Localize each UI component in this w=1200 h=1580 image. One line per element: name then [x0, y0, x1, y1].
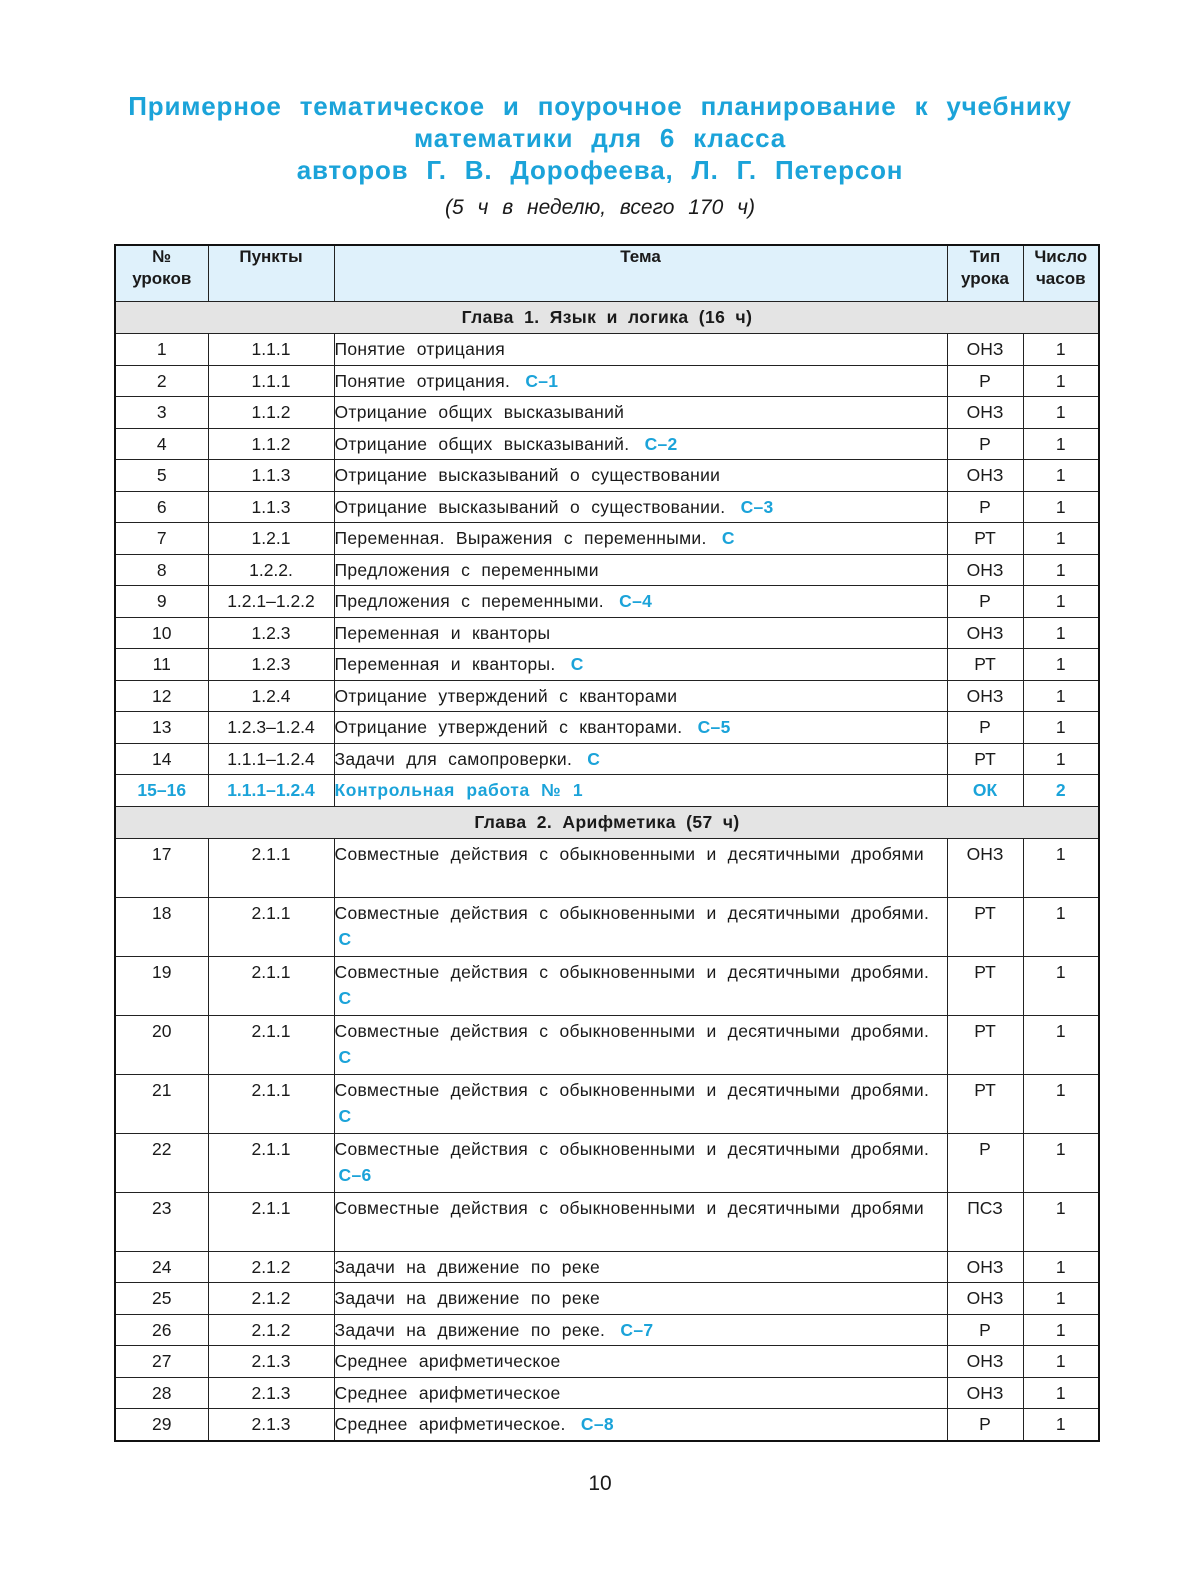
lesson-topic	[334, 1346, 947, 1378]
lesson-topic	[334, 838, 947, 897]
title-line-1: Примерное тематическое и поурочное планирование к учебнику	[128, 91, 1072, 121]
header-type-line2: урока	[961, 269, 1009, 288]
lesson-point: 1.1.3	[208, 491, 334, 523]
lesson-hours: 1	[1023, 1251, 1099, 1283]
lesson-hours: 1	[1023, 1377, 1099, 1409]
lesson-topic	[334, 365, 947, 397]
lesson-number: 19	[115, 956, 208, 1015]
lesson-point: 2.1.1	[208, 1133, 334, 1192]
header-lessons-line1: №	[152, 247, 172, 266]
lesson-hours: 1	[1023, 1409, 1099, 1441]
work-mark: С	[338, 1046, 352, 1067]
lesson-topic	[334, 680, 947, 712]
table-row	[115, 956, 1099, 1015]
lesson-number: 26	[115, 1314, 208, 1346]
table-row	[115, 1409, 1099, 1441]
lesson-topic-text: Совместные действия с обыкновенными и десятичными дробями.	[334, 1079, 930, 1100]
table-row	[115, 460, 1099, 492]
lesson-topic	[334, 586, 947, 618]
lesson-topic-text: Отрицание утверждений с кванторами	[334, 685, 678, 706]
lesson-topic	[334, 649, 947, 681]
lesson-type: ОНЗ	[947, 460, 1023, 492]
lesson-type: Р	[947, 491, 1023, 523]
lesson-type: Р	[947, 365, 1023, 397]
lesson-topic-text: Среднее арифметическое	[334, 1382, 561, 1403]
lesson-hours: 1	[1023, 334, 1099, 366]
work-mark: С	[338, 928, 352, 949]
lesson-type: РТ	[947, 956, 1023, 1015]
lesson-type: ОНЗ	[947, 838, 1023, 897]
lesson-point: 1.1.1–1.2.4	[208, 775, 334, 807]
lesson-topic-text: Задачи на движение по реке.	[334, 1319, 606, 1340]
lesson-topic-text: Совместные действия с обыкновенными и десятичными дробями	[334, 1197, 924, 1218]
lesson-hours: 1	[1023, 956, 1099, 1015]
work-mark: С–5	[697, 717, 731, 737]
table-row	[115, 897, 1099, 956]
work-mark: С–1	[525, 370, 559, 391]
lesson-type: ОНЗ	[947, 554, 1023, 586]
lesson-number: 24	[115, 1251, 208, 1283]
header-topic: Тема	[334, 245, 947, 302]
lesson-point: 2.1.1	[208, 897, 334, 956]
lesson-number: 21	[115, 1074, 208, 1133]
table-row	[115, 1251, 1099, 1283]
table-row	[115, 1314, 1099, 1346]
lesson-hours: 1	[1023, 1133, 1099, 1192]
lesson-topic	[334, 1377, 947, 1409]
lesson-topic-text: Отрицание утверждений с кванторами.	[334, 717, 683, 737]
lesson-number: 9	[115, 586, 208, 618]
table-row	[115, 838, 1099, 897]
lesson-topic	[334, 1314, 947, 1346]
lesson-topic-text: Предложения с переменными	[334, 559, 599, 580]
lesson-hours: 1	[1023, 617, 1099, 649]
lesson-number: 4	[115, 428, 208, 460]
lesson-hours: 1	[1023, 1015, 1099, 1074]
table-row	[115, 1133, 1099, 1192]
lesson-point: 2.1.2	[208, 1283, 334, 1315]
lesson-topic-text: Переменная и кванторы.	[334, 654, 556, 674]
lesson-topic-text: Совместные действия с обыкновенными и десятичными дробями.	[334, 961, 930, 982]
lesson-number: 2	[115, 365, 208, 397]
lesson-type: Р	[947, 1314, 1023, 1346]
work-mark: С	[570, 654, 584, 674]
lesson-point: 1.2.3–1.2.4	[208, 712, 334, 744]
lesson-topic	[334, 1192, 947, 1251]
lesson-hours: 1	[1023, 897, 1099, 956]
subtitle: (5 ч в неделю, всего 170 ч)	[445, 196, 755, 219]
lesson-type: РТ	[947, 743, 1023, 775]
lesson-hours: 1	[1023, 554, 1099, 586]
lesson-type: ОНЗ	[947, 1346, 1023, 1378]
lesson-number: 11	[115, 649, 208, 681]
lesson-number: 1	[115, 334, 208, 366]
lesson-type: РТ	[947, 897, 1023, 956]
lesson-point: 1.2.4	[208, 680, 334, 712]
lesson-number: 6	[115, 491, 208, 523]
chapter-title: Глава 1. Язык и логика (16 ч)	[115, 302, 1099, 334]
lesson-type: ОНЗ	[947, 1283, 1023, 1315]
lesson-topic	[334, 554, 947, 586]
table-row	[115, 712, 1099, 744]
table-row	[115, 1074, 1099, 1133]
lesson-topic-text: Переменная. Выражения с переменными.	[334, 528, 707, 548]
lesson-hours: 2	[1023, 775, 1099, 807]
lesson-topic	[334, 523, 947, 555]
lesson-type: РТ	[947, 649, 1023, 681]
lesson-type: РТ	[947, 1074, 1023, 1133]
lesson-point: 2.1.1	[208, 838, 334, 897]
lesson-number: 7	[115, 523, 208, 555]
lesson-type: Р	[947, 428, 1023, 460]
lesson-number: 22	[115, 1133, 208, 1192]
lesson-topic	[334, 1409, 947, 1441]
lesson-hours: 1	[1023, 743, 1099, 775]
lesson-topic	[334, 397, 947, 429]
lesson-point: 2.1.1	[208, 1074, 334, 1133]
lesson-topic	[334, 1283, 947, 1315]
lesson-type: Р	[947, 586, 1023, 618]
lesson-number: 18	[115, 897, 208, 956]
lesson-topic-text: Понятие отрицания	[334, 339, 505, 359]
lesson-topic	[334, 617, 947, 649]
lesson-type: ПСЗ	[947, 1192, 1023, 1251]
header-points: Пункты	[208, 245, 334, 302]
lesson-point: 1.2.2.	[208, 554, 334, 586]
table-row	[115, 1192, 1099, 1251]
table-row	[115, 1377, 1099, 1409]
lesson-topic	[334, 712, 947, 744]
lesson-point: 2.1.3	[208, 1346, 334, 1378]
lesson-number: 20	[115, 1015, 208, 1074]
lesson-type: ОНЗ	[947, 1377, 1023, 1409]
lesson-point: 1.1.1	[208, 365, 334, 397]
title-line-3: авторов Г. В. Дорофеева, Л. Г. Петерсон	[296, 155, 904, 185]
lesson-hours: 1	[1023, 838, 1099, 897]
lesson-point: 1.1.1–1.2.4	[208, 743, 334, 775]
lesson-topic	[334, 1251, 947, 1283]
table-row	[115, 775, 1099, 807]
lesson-hours: 1	[1023, 1074, 1099, 1133]
lesson-type: ОНЗ	[947, 334, 1023, 366]
lesson-topic-text: Среднее арифметическое	[334, 1351, 561, 1371]
lesson-hours: 1	[1023, 523, 1099, 555]
lesson-topic	[334, 491, 947, 523]
lesson-topic-text: Понятие отрицания.	[334, 370, 511, 391]
lesson-point: 2.1.1	[208, 1192, 334, 1251]
lesson-number: 15–16	[115, 775, 208, 807]
lesson-topic	[334, 460, 947, 492]
header-hours	[1023, 245, 1099, 302]
table-row	[115, 428, 1099, 460]
lesson-hours: 1	[1023, 1283, 1099, 1315]
lesson-type: ОНЗ	[947, 617, 1023, 649]
lesson-number: 23	[115, 1192, 208, 1251]
header-type-line1: Тип	[969, 247, 1001, 266]
lesson-topic-text: Отрицание высказываний о существовании	[334, 465, 721, 485]
header-lessons-line2: уроков	[132, 269, 192, 288]
lesson-topic	[334, 1074, 947, 1133]
header-lessons	[115, 245, 208, 302]
lesson-hours: 1	[1023, 460, 1099, 492]
lesson-number: 8	[115, 554, 208, 586]
table-row	[115, 523, 1099, 555]
work-mark: С–2	[644, 433, 678, 454]
work-mark: С–8	[580, 1414, 614, 1434]
page-title-block	[0, 90, 1200, 222]
work-mark: С–6	[338, 1164, 372, 1185]
lesson-topic-text: Задачи для самопроверки.	[334, 748, 573, 769]
lesson-topic	[334, 743, 947, 775]
lesson-hours: 1	[1023, 428, 1099, 460]
lesson-topic-text: Контрольная работа № 1	[334, 780, 584, 800]
lesson-topic	[334, 1133, 947, 1192]
table-row	[115, 1015, 1099, 1074]
lesson-number: 17	[115, 838, 208, 897]
lesson-point: 1.2.3	[208, 649, 334, 681]
lesson-type: Р	[947, 712, 1023, 744]
lesson-hours: 1	[1023, 397, 1099, 429]
lesson-point: 2.1.3	[208, 1377, 334, 1409]
table-header-row	[115, 245, 1099, 302]
lesson-number: 3	[115, 397, 208, 429]
lesson-type: ОНЗ	[947, 1251, 1023, 1283]
table-row	[115, 1283, 1099, 1315]
lesson-topic-text: Совместные действия с обыкновенными и десятичными дробями.	[334, 1020, 930, 1041]
table-row	[115, 365, 1099, 397]
lesson-topic	[334, 775, 947, 807]
lesson-hours: 1	[1023, 586, 1099, 618]
lesson-type: Р	[947, 1409, 1023, 1441]
lesson-type: РТ	[947, 1015, 1023, 1074]
title-line-2: математики для 6 класса	[414, 123, 786, 153]
work-mark: С–4	[619, 591, 653, 611]
lesson-topic-text: Задачи на движение по реке	[334, 1256, 601, 1277]
table-row	[115, 617, 1099, 649]
lesson-point: 2.1.2	[208, 1314, 334, 1346]
table-row	[115, 397, 1099, 429]
table-row	[115, 680, 1099, 712]
lesson-type: РТ	[947, 523, 1023, 555]
lesson-number: 10	[115, 617, 208, 649]
lesson-topic-text: Совместные действия с обыкновенными и десятичными дробями.	[334, 902, 930, 923]
lesson-topic-text: Переменная и кванторы	[334, 622, 551, 643]
table-row	[115, 334, 1099, 366]
lesson-number: 12	[115, 680, 208, 712]
table-row	[115, 1346, 1099, 1378]
table-body	[115, 302, 1099, 1441]
lesson-topic-text: Отрицание общих высказываний	[334, 402, 625, 422]
lesson-hours: 1	[1023, 365, 1099, 397]
lesson-point: 2.1.2	[208, 1251, 334, 1283]
lesson-topic-text: Совместные действия с обыкновенными и десятичными дробями.	[334, 1138, 930, 1159]
table-row	[115, 649, 1099, 681]
lesson-number: 5	[115, 460, 208, 492]
lesson-topic-text: Отрицание высказываний о существовании.	[334, 496, 726, 517]
lesson-hours: 1	[1023, 680, 1099, 712]
lesson-type: ОНЗ	[947, 397, 1023, 429]
table-row	[115, 586, 1099, 618]
lesson-number: 13	[115, 712, 208, 744]
lesson-topic	[334, 334, 947, 366]
lesson-topic-text: Отрицание общих высказываний.	[334, 433, 630, 454]
lesson-type: Р	[947, 1133, 1023, 1192]
lesson-point: 1.1.1	[208, 334, 334, 366]
chapter-heading-row	[115, 302, 1099, 334]
lesson-hours: 1	[1023, 649, 1099, 681]
lesson-number: 27	[115, 1346, 208, 1378]
lesson-type: ОК	[947, 775, 1023, 807]
lesson-point: 1.1.2	[208, 397, 334, 429]
lesson-number: 25	[115, 1283, 208, 1315]
lesson-point: 1.2.3	[208, 617, 334, 649]
lesson-topic-text: Совместные действия с обыкновенными и десятичными дробями	[334, 843, 924, 864]
lesson-topic-text: Задачи на движение по реке	[334, 1288, 601, 1308]
header-hours-line1: Число	[1034, 247, 1088, 266]
lesson-hours: 1	[1023, 491, 1099, 523]
lesson-number: 28	[115, 1377, 208, 1409]
lesson-point: 1.2.1–1.2.2	[208, 586, 334, 618]
lesson-topic-text: Предложения с переменными.	[334, 591, 604, 611]
page-number: 10	[588, 1472, 612, 1495]
chapter-heading-row	[115, 806, 1099, 838]
work-mark: С	[721, 528, 735, 548]
lesson-type: ОНЗ	[947, 680, 1023, 712]
work-mark: С	[338, 1105, 352, 1126]
lesson-number: 29	[115, 1409, 208, 1441]
table-row	[115, 491, 1099, 523]
lesson-point: 2.1.1	[208, 1015, 334, 1074]
lesson-hours: 1	[1023, 1346, 1099, 1378]
header-hours-line2: часов	[1035, 269, 1086, 288]
lesson-point: 1.2.1	[208, 523, 334, 555]
header-type	[947, 245, 1023, 302]
lesson-point: 2.1.1	[208, 956, 334, 1015]
lesson-point: 1.1.2	[208, 428, 334, 460]
lesson-hours: 1	[1023, 712, 1099, 744]
work-mark: С–7	[620, 1319, 654, 1340]
table-row	[115, 554, 1099, 586]
lesson-point: 2.1.3	[208, 1409, 334, 1441]
lesson-topic	[334, 956, 947, 1015]
lesson-topic	[334, 428, 947, 460]
table-row	[115, 743, 1099, 775]
work-mark: С	[587, 748, 601, 769]
chapter-title: Глава 2. Арифметика (57 ч)	[115, 806, 1099, 838]
lesson-number: 14	[115, 743, 208, 775]
lesson-plan-table	[114, 244, 1100, 1442]
lesson-hours: 1	[1023, 1192, 1099, 1251]
lesson-point: 1.1.3	[208, 460, 334, 492]
lesson-topic-text: Среднее арифметическое.	[334, 1414, 566, 1434]
work-mark: С–3	[740, 496, 774, 517]
lesson-topic	[334, 897, 947, 956]
lesson-hours: 1	[1023, 1314, 1099, 1346]
work-mark: С	[338, 987, 352, 1008]
lesson-topic	[334, 1015, 947, 1074]
